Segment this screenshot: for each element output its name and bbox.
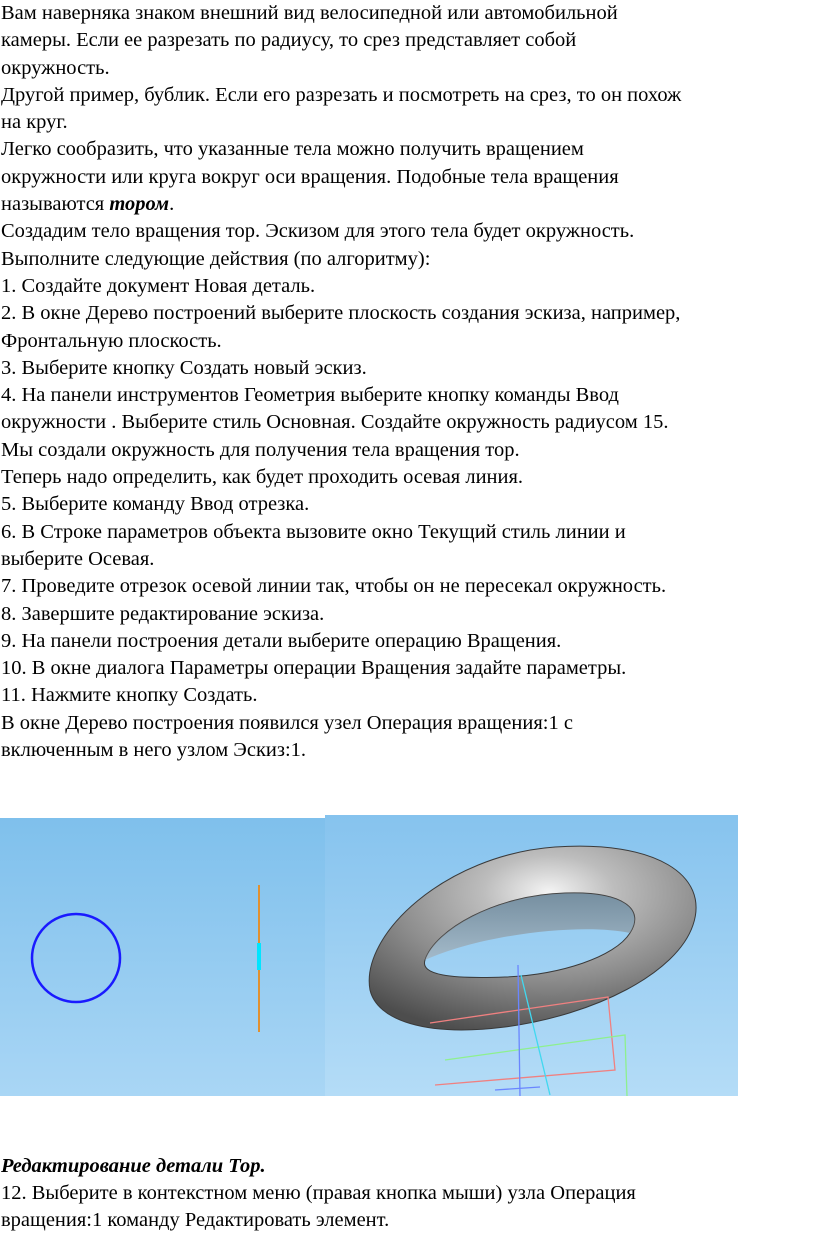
step-line: 1. Создайте документ Новая деталь.: [1, 274, 316, 297]
step-line: 11. Нажмите кнопку Создать.: [1, 684, 258, 707]
torus-drawing: [325, 815, 738, 1096]
text-line: Создадим тело вращения тор. Эскизом для этого тела будет окружность.: [1, 220, 635, 243]
text-fragment: называются: [1, 193, 110, 216]
text-fragment: .: [169, 193, 175, 216]
step-line: Теперь надо определить, как будет проходить осевая линия.: [1, 466, 524, 489]
text-line: окружность.: [1, 56, 110, 79]
sketch-drawing: [0, 818, 325, 1096]
text-line: на круг.: [1, 111, 68, 134]
step-line: 12. Выберите в контекстном меню (правая кнопка мыши) узла Операция: [1, 1182, 636, 1204]
step-line: 9. На панели построения детали выберите операцию Вращения.: [1, 629, 562, 652]
step-line: В окне Дерево построения появился узел Операция вращения:1 с: [1, 711, 573, 734]
step-line: 4. На панели инструментов Геометрия выберите кнопку команды Ввод: [1, 384, 619, 407]
step-line: 8. Завершите редактирование эскиза.: [1, 602, 325, 625]
step-line: окружности . Выберите стиль Основная. Создайте окружность радиусом 15.: [1, 411, 669, 434]
step-line: 10. В окне диалога Параметры операции Вращения задайте параметры.: [1, 657, 627, 680]
text-line: Выполните следующие действия (по алгоритму):: [1, 247, 431, 270]
step-line: 2. В окне Дерево построений выберите плоскость создания эскиза, например,: [1, 302, 681, 325]
step-line: включенным в него узлом Эскиз:1.: [1, 739, 307, 762]
axis-blue-horizontal: [495, 1087, 540, 1090]
step-line: Мы создали окружность для получения тела вращения тор.: [1, 438, 520, 461]
sketch-figure: [0, 818, 325, 1096]
text-line: Легко сообразить, что указанные тела можно получить вращением: [1, 138, 584, 161]
torus-figure: [325, 815, 738, 1096]
term-torus: тором: [109, 193, 170, 216]
step-line: вращения:1 команду Редактировать элемент.: [1, 1209, 390, 1232]
text-line: камеры. Если ее разрезать по радиусу, то срез представляет собой: [1, 29, 577, 52]
section-heading: Редактирование детали Тор.: [1, 1155, 266, 1177]
torus-body: [369, 846, 696, 1030]
text-line-with-term: [1, 191, 816, 218]
main-text: [1, 0, 816, 764]
step-line: 5. Выберите команду Ввод отрезка.: [1, 493, 310, 516]
text-line: окружности или круга вокруг оси вращения. Подобные тела вращения: [1, 165, 619, 188]
step-line: 6. В Строке параметров объекта вызовите окно Текущий стиль линии и: [1, 520, 626, 543]
step-line: Фронтальную плоскость.: [1, 329, 222, 352]
text-line: Вам наверняка знаком внешний вид велосипедной или автомобильной: [1, 2, 618, 24]
sketch-circle: [32, 914, 120, 1002]
step-line: выберите Осевая.: [1, 547, 155, 570]
step-line: 7. Проведите отрезок осевой линии так, чтобы он не пересекал окружность.: [1, 575, 667, 598]
section-text: [1, 1180, 816, 1235]
text-line: Другой пример, бублик. Если его разрезать и посмотреть на срез, то он похож: [1, 83, 682, 106]
step-line: 3. Выберите кнопку Создать новый эскиз.: [1, 356, 367, 379]
